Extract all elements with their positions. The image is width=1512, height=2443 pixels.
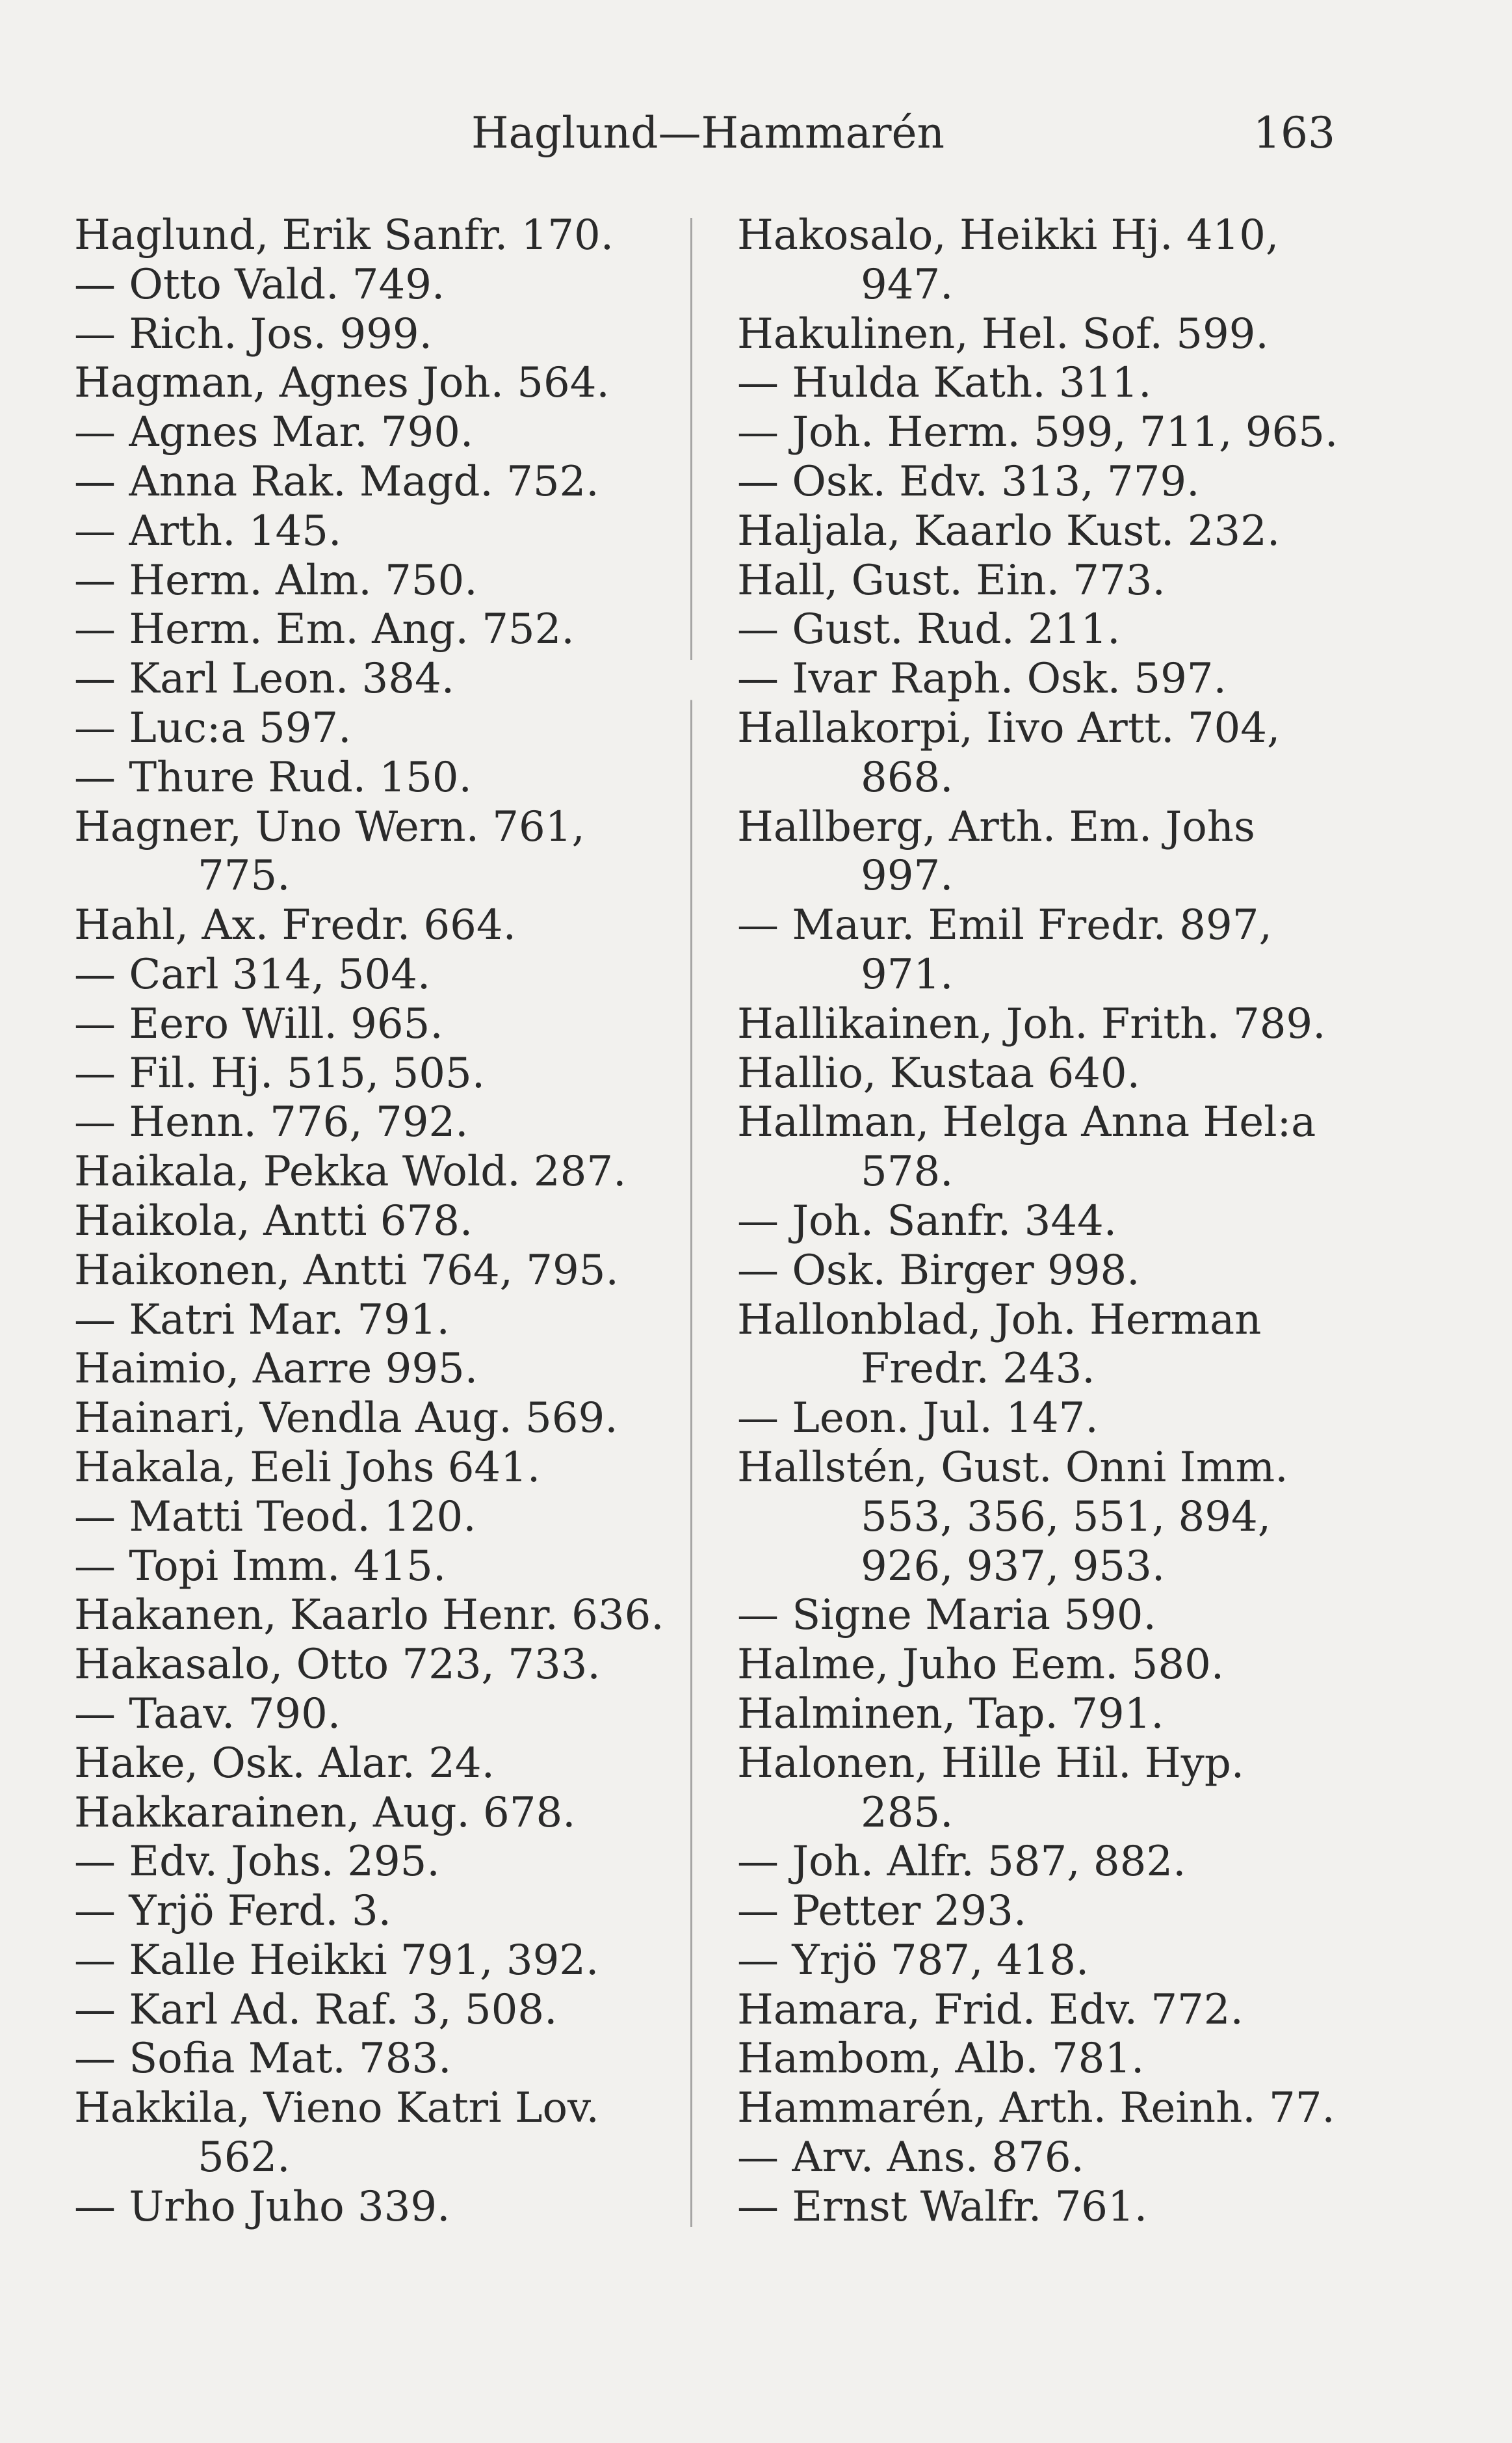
index-entry: Hallio, Kustaa 640. [737,1049,1140,1098]
index-entry: — Edv. Johs. 295. [74,1838,440,1886]
index-entry: — Leon. Jul. 147. [737,1394,1099,1443]
running-header: Haglund—Hammarén [471,108,945,158]
index-entry: — Anna Rak. Magd. 752. [74,457,599,506]
index-entry-continuation: 926, 937, 953. [861,1542,1166,1591]
index-entry: Hallstén, Gust. Onni Imm. [737,1443,1288,1492]
index-entry: Hainari, Vendla Aug. 569. [74,1394,618,1443]
index-entry: — Hulda Kath. 311. [737,359,1152,408]
index-entry: — Gust. Rud. 211. [737,605,1121,654]
index-entry: — Herm. Em. Ang. 752. [74,605,575,654]
index-entry: — Kalle Heikki 791, 392. [74,1936,599,1985]
index-entry: — Joh. Sanfr. 344. [737,1196,1117,1245]
index-entry: Hake, Osk. Alar. 24. [74,1739,495,1788]
index-entry: Hammarén, Arth. Reinh. 77. [737,2084,1335,2133]
index-entry: — Eero Will. 965. [74,999,443,1048]
index-entry: — Ivar Raph. Osk. 597. [737,655,1227,704]
index-entry: Hahl, Ax. Fredr. 664. [74,901,516,950]
column-divider [690,218,692,2227]
index-entry: Hakulinen, Hel. Sof. 599. [737,310,1269,358]
index-entry: Haikonen, Antti 764, 795. [74,1246,619,1295]
index-entry: Hall, Gust. Ein. 773. [737,556,1166,605]
index-entry: Hallikainen, Joh. Frith. 789. [737,999,1326,1048]
index-entry: — Henn. 776, 792. [74,1098,469,1147]
index-entry: — Fil. Hj. 515, 505. [74,1049,486,1098]
index-entry: — Maur. Emil Fredr. 897, [737,901,1272,950]
index-entry: Hakkarainen, Aug. 678. [74,1788,576,1837]
index-entry: — Katri Mar. 791. [74,1295,450,1344]
index-entry: — Karl Leon. 384. [74,655,455,704]
index-entry: — Luc:a 597. [74,704,352,752]
index-entry: — Arv. Ans. 876. [737,2133,1084,2182]
index-entry: — Matti Teod. 120. [74,1492,476,1541]
index-entry-continuation: 971. [861,950,954,999]
index-entry: Hallakorpi, Iivo Artt. 704, [737,704,1281,752]
index-entry-continuation: 553, 356, 551, 894, [861,1492,1271,1541]
page-number: 163 [1253,108,1335,158]
index-entry: — Rich. Jos. 999. [74,310,432,358]
index-entry: Hamara, Frid. Edv. 772. [737,1985,1244,2034]
index-entry: — Arth. 145. [74,507,342,555]
index-entry: — Petter 293. [737,1887,1027,1936]
index-entry: Hambom, Alb. 781. [737,2035,1145,2083]
index-entry: — Topi Imm. 415. [74,1542,447,1591]
index-entry: — Sofia Mat. 783. [74,2035,452,2083]
index-entry: Hallman, Helga Anna Hel:a [737,1098,1316,1147]
index-entry: — Thure Rud. 150. [74,753,472,802]
index-entry: Hakosalo, Heikki Hj. 410, [737,211,1279,259]
index-entry: Halonen, Hille Hil. Hyp. [737,1739,1245,1788]
index-entry: — Otto Vald. 749. [74,260,445,309]
index-entry: Haimio, Aarre 995. [74,1345,478,1393]
index-entry: Haikola, Antti 678. [74,1196,473,1245]
index-entry: Haglund, Erik Sanfr. 170. [74,211,614,259]
index-entry: — Carl 314, 504. [74,950,431,999]
index-entry: Hagner, Uno Wern. 761, [74,802,585,851]
left-index-column [74,211,685,2232]
index-entry-continuation: 868. [861,753,954,802]
index-entry: Haljala, Kaarlo Kust. 232. [737,507,1281,555]
index-entry-continuation: Fredr. 243. [861,1345,1095,1393]
index-entry: — Joh. Alfr. 587, 882. [737,1838,1186,1886]
index-entry: Halme, Juho Eem. 580. [737,1641,1225,1689]
index-entry: — Yrjö 787, 418. [737,1936,1089,1985]
index-entry: — Osk. Edv. 313, 779. [737,457,1200,506]
index-entry: Hagman, Agnes Joh. 564. [74,359,610,408]
index-entry: Hallberg, Arth. Em. Johs [737,802,1255,851]
index-entry: — Agnes Mar. 790. [74,408,474,457]
index-entry: — Signe Maria 590. [737,1591,1156,1640]
index-entry: — Herm. Alm. 750. [74,556,478,605]
index-entry-continuation: 285. [861,1788,954,1837]
index-entry-continuation: 562. [198,2133,291,2182]
index-entry: — Osk. Birger 998. [737,1246,1140,1295]
index-entry: — Urho Juho 339. [74,2182,450,2231]
index-entry-continuation: 578. [861,1148,954,1196]
index-entry: — Yrjö Ferd. 3. [74,1887,391,1936]
index-entry: Hakanen, Kaarlo Henr. 636. [74,1591,664,1640]
index-entry-continuation: 997. [861,852,954,901]
index-entry: — Ernst Walfr. 761. [737,2182,1148,2231]
index-entry: Hakkila, Vieno Katri Lov. [74,2084,599,2133]
index-entry: Hakala, Eeli Johs 641. [74,1443,541,1492]
index-entry-continuation: 775. [198,852,291,901]
index-entry: Hallonblad, Joh. Herman [737,1295,1262,1344]
right-index-column [737,211,1342,2232]
index-entry: Hakasalo, Otto 723, 733. [74,1641,601,1689]
index-entry: Halminen, Tap. 791. [737,1689,1164,1738]
index-entry: — Taav. 790. [74,1689,341,1738]
index-entry: — Karl Ad. Raf. 3, 508. [74,1985,558,2034]
index-entry-continuation: 947. [861,260,954,309]
index-entry: Haikala, Pekka Wold. 287. [74,1148,627,1196]
index-entry: — Joh. Herm. 599, 711, 965. [737,408,1338,457]
